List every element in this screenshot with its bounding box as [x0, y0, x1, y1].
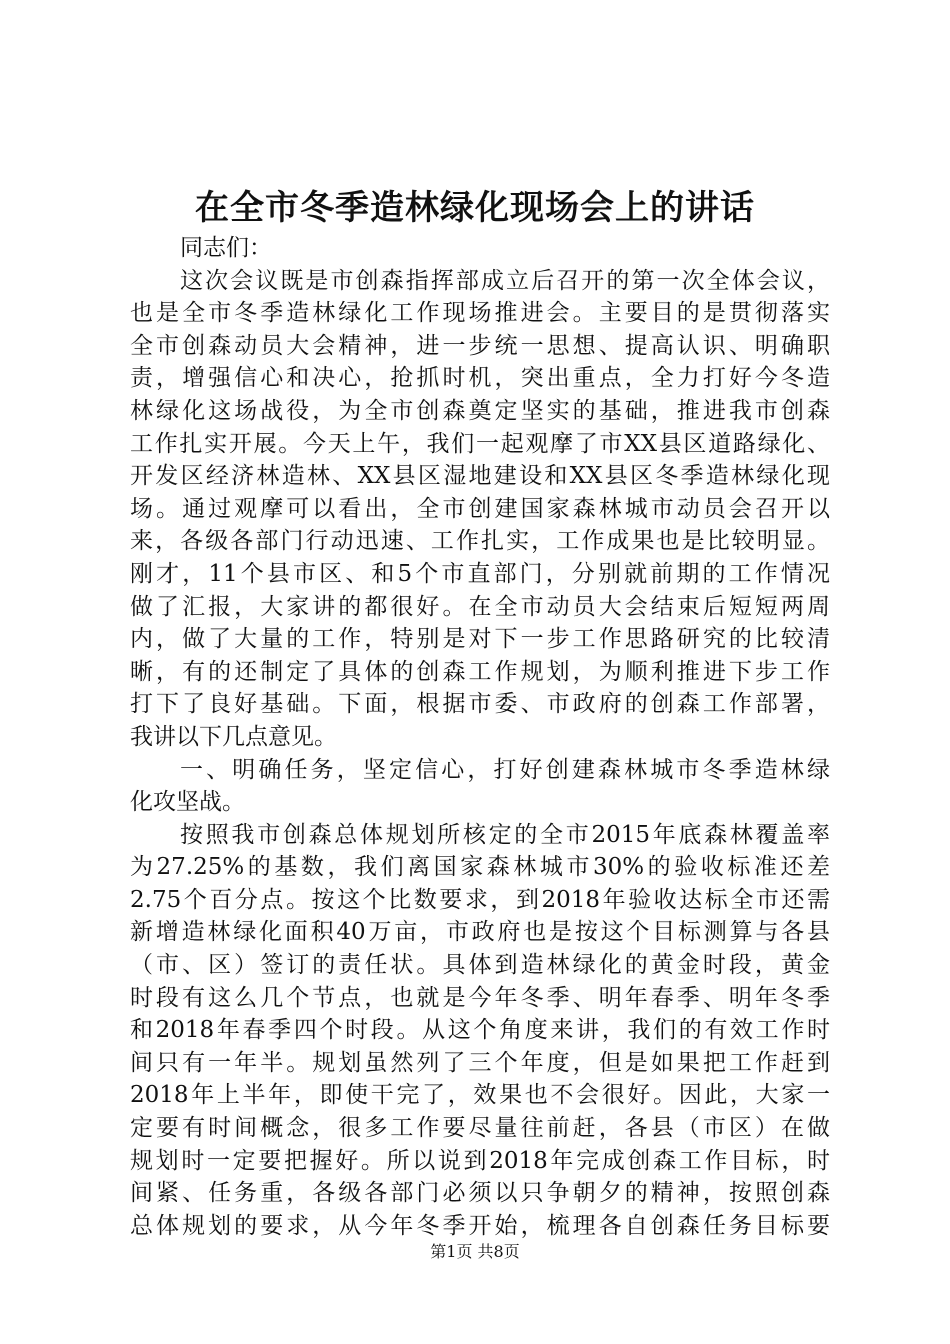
text-line: （市、区）签订的责任状。具体到造林绿化的黄金时段，黄金 — [130, 952, 830, 979]
text-line: 林绿化这场战役，为全市创森奠定坚实的基础，推进我市创森 — [130, 397, 830, 424]
text-line: 按照我市创森总体规划所核定的全市2015年底森林覆盖率 — [180, 821, 830, 848]
text-line: 定要有时间概念，很多工作要尽量往前赶，各县（市区）在做 — [130, 1115, 830, 1142]
text-line: 责，增强信心和决心，抢抓时机，突出重点，全力打好今冬造 — [130, 365, 830, 392]
document-title: 在全市冬季造林绿化现场会上的讲话 — [195, 188, 755, 228]
document-body — [130, 232, 830, 1242]
text-line: 也是全市冬季造林绿化工作现场推进会。主要目的是贯彻落实 — [130, 300, 830, 327]
text-line: 新增造林绿化面积40万亩，市政府也是按这个目标测算与各县 — [130, 919, 830, 946]
text-line: 工作扎实开展。今天上午，我们一起观摩了市XX县区道路绿化、 — [130, 430, 830, 457]
text-line: 为27.25%的基数，我们离国家森林城市30%的验收标准还差 — [130, 854, 830, 881]
text-line: 这次会议既是市创森指挥部成立后召开的第一次全体会议， — [180, 267, 830, 294]
text-line: 总体规划的要求，从今年冬季开始，梳理各自创森任务目标要 — [130, 1212, 830, 1239]
text-line: 2.75个百分点。按这个比数要求，到2018年验收达标全市还需 — [130, 886, 830, 913]
text-line: 刚才，11个县市区、和5个市直部门，分别就前期的工作情况 — [130, 560, 830, 587]
salutation-line: 同志们： — [180, 235, 272, 261]
text-line: 来，各级各部门行动迅速、工作扎实，工作成果也是比较明显。 — [130, 528, 830, 555]
section-heading-line: 一、明确任务，坚定信心，打好创建森林城市冬季造林绿 — [180, 756, 830, 783]
text-line: 和2018年春季四个时段。从这个角度来讲，我们的有效工作时 — [130, 1017, 830, 1044]
section-heading-line: 化攻坚战。 — [130, 789, 245, 816]
text-line: 间紧、任务重，各级各部门必须以只争朝夕的精神，按照创森 — [130, 1180, 830, 1207]
text-line: 时段有这么几个节点，也就是今年冬季、明年春季、明年冬季 — [130, 984, 830, 1011]
text-line: 晰，有的还制定了具体的创森工作规划，为顺利推进下步工作 — [130, 658, 830, 685]
text-line: 全市创森动员大会精神，进一步统一思想、提高认识、明确职 — [130, 332, 830, 359]
text-line: 打下了良好基础。下面，根据市委、市政府的创森工作部署， — [130, 691, 830, 718]
text-line: 规划时一定要把握好。所以说到2018年完成创森工作目标，时 — [130, 1147, 830, 1174]
text-line: 开发区经济林造林、XX县区湿地建设和XX县区冬季造林绿化现 — [130, 463, 830, 490]
text-line: 间只有一年半。规划虽然列了三个年度，但是如果把工作赶到 — [130, 1049, 830, 1076]
text-line: 我讲以下几点意见。 — [130, 723, 337, 750]
text-line: 场。通过观摩可以看出，全市创建国家森林城市动员会召开以 — [130, 495, 830, 522]
text-line: 内，做了大量的工作，特别是对下一步工作思路研究的比较清 — [130, 626, 830, 653]
text-line: 做了汇报，大家讲的都很好。在全市动员大会结束后短短两周 — [130, 593, 830, 620]
text-line: 2018年上半年，即使干完了，效果也不会很好。因此，大家一 — [130, 1082, 830, 1109]
page-number-footer: 第1页 共8页 — [430, 1242, 520, 1261]
